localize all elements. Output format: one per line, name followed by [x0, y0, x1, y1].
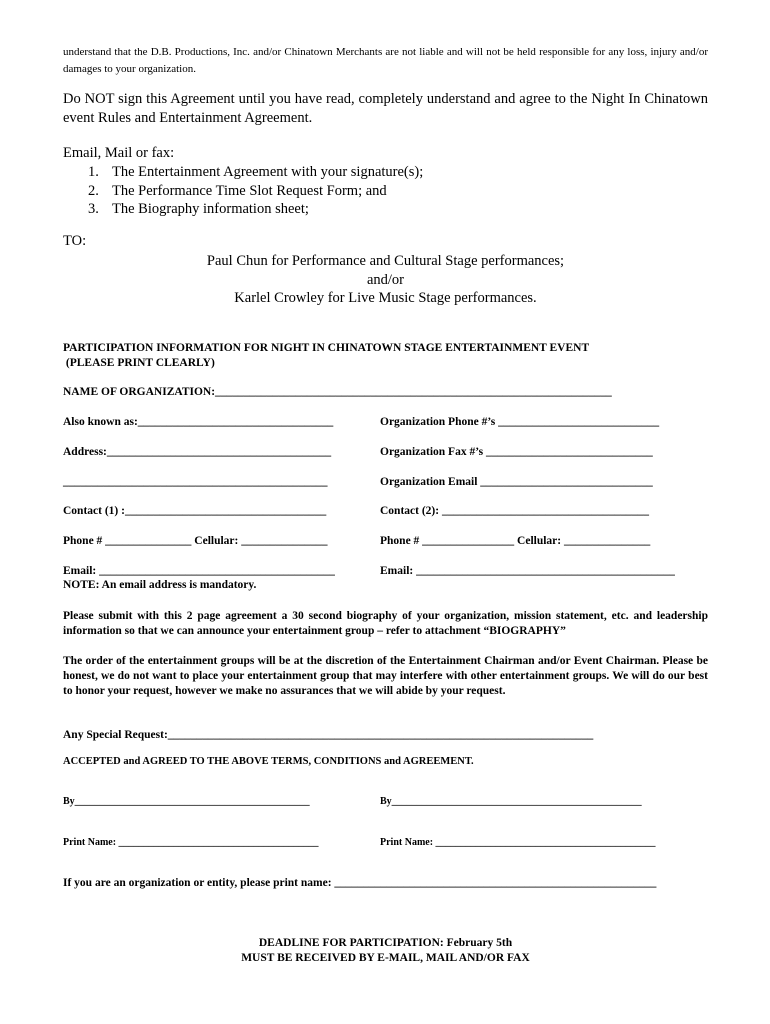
- form-title: PARTICIPATION INFORMATION FOR NIGHT IN CHINATOWN STAGE ENTERTAINMENT EVENT (PLEASE PRINT CLEARLY): [63, 342, 590, 369]
- org-phone-field[interactable]: Organization Phone #’s ____________________________: [380, 416, 660, 428]
- signature-line-2[interactable]: By__________________________________________________: [380, 796, 642, 807]
- accepted-statement: ACCEPTED and AGREED TO THE ABOVE TERMS, CONDITIONS and AGREEMENT.: [63, 756, 474, 767]
- phone1-field[interactable]: Phone # _______________ Cellular: _______________: [63, 535, 328, 547]
- recipient-line: and/or: [366, 271, 405, 288]
- address-field[interactable]: Address:_______________________________________: [63, 446, 332, 458]
- address-cont-field[interactable]: ______________________________________________: [63, 476, 328, 488]
- order-paragraph: The order of the entertainment groups will be at the discretion of the Entertainment Chairman and/or Event Chairman. Please be honest, we do not want to place your entertainment group that may interfere with other entertainment groups. We will do our best to honor your request, however we make no assurances that we will abide by your request.: [63, 655, 708, 697]
- to-label: TO:: [63, 233, 87, 249]
- print-name-field-1[interactable]: Print Name: ________________________________________: [63, 837, 319, 848]
- deadline-subline: MUST BE RECEIVED BY E-MAIL, MAIL AND/OR FAX: [241, 952, 530, 964]
- warning-paragraph: Do NOT sign this Agreement until you have read, completely understand and agree to the Night In Chinatown event Rules and Entertainment Agreement.: [63, 91, 708, 126]
- org-fax-field[interactable]: Organization Fax #’s _____________________________: [380, 446, 653, 458]
- submit-list: [88, 163, 423, 219]
- deadline-line: DEADLINE FOR PARTICIPATION: February 5th: [258, 937, 513, 949]
- print-name-field-2[interactable]: Print Name: ____________________________________________: [380, 837, 656, 848]
- special-request-field[interactable]: Any Special Request:__________________________________________________________________________: [63, 729, 594, 741]
- email2-field[interactable]: Email: _____________________________________________: [380, 565, 675, 577]
- email-note: NOTE: An email address is mandatory.: [63, 579, 257, 591]
- submit-heading: Email, Mail or fax:: [63, 145, 175, 161]
- list-item: 1. The Entertainment Agreement with your signature(s);: [88, 164, 424, 180]
- list-item: 2. The Performance Time Slot Request Form; and: [88, 182, 387, 199]
- recipient-line: Karlel Crowley for Live Music Stage performances.: [234, 290, 537, 306]
- deadline-notice: [63, 936, 708, 966]
- list-item: 3. The Biography information sheet;: [88, 201, 309, 217]
- liability-paragraph: understand that the D.B. Productions, Inc. and/or Chinatown Merchants are not liable and will not be held responsible for any loss, injury and/or damages to your organization.: [63, 46, 708, 75]
- contact1-field[interactable]: Contact (1) :___________________________________: [63, 505, 327, 517]
- aka-field[interactable]: Also known as:__________________________________: [63, 416, 334, 428]
- biography-paragraph: Please submit with this 2 page agreement a 30 second biography of your organization, mission statement, etc. and leadership information so that we can announce your entertainment group – refer to attachment “BIOGRAPHY”: [63, 610, 708, 637]
- org-email-field[interactable]: Organization Email ______________________________: [380, 476, 653, 488]
- recipient-line: Paul Chun for Performance and Cultural Stage performances;: [206, 253, 565, 269]
- recipients: [63, 252, 708, 308]
- email1-field[interactable]: Email: _________________________________________: [63, 565, 335, 577]
- entity-name-field[interactable]: If you are an organization or entity, please print name: ________________________________________________________: [63, 877, 657, 889]
- org-name-field[interactable]: NAME OF ORGANIZATION:_____________________________________________________________________: [63, 386, 612, 398]
- phone2-field[interactable]: Phone # ________________ Cellular: _______________: [380, 535, 651, 547]
- contact2-field[interactable]: Contact (2): ____________________________________: [380, 505, 649, 517]
- signature-line-1[interactable]: By_______________________________________________: [63, 796, 310, 807]
